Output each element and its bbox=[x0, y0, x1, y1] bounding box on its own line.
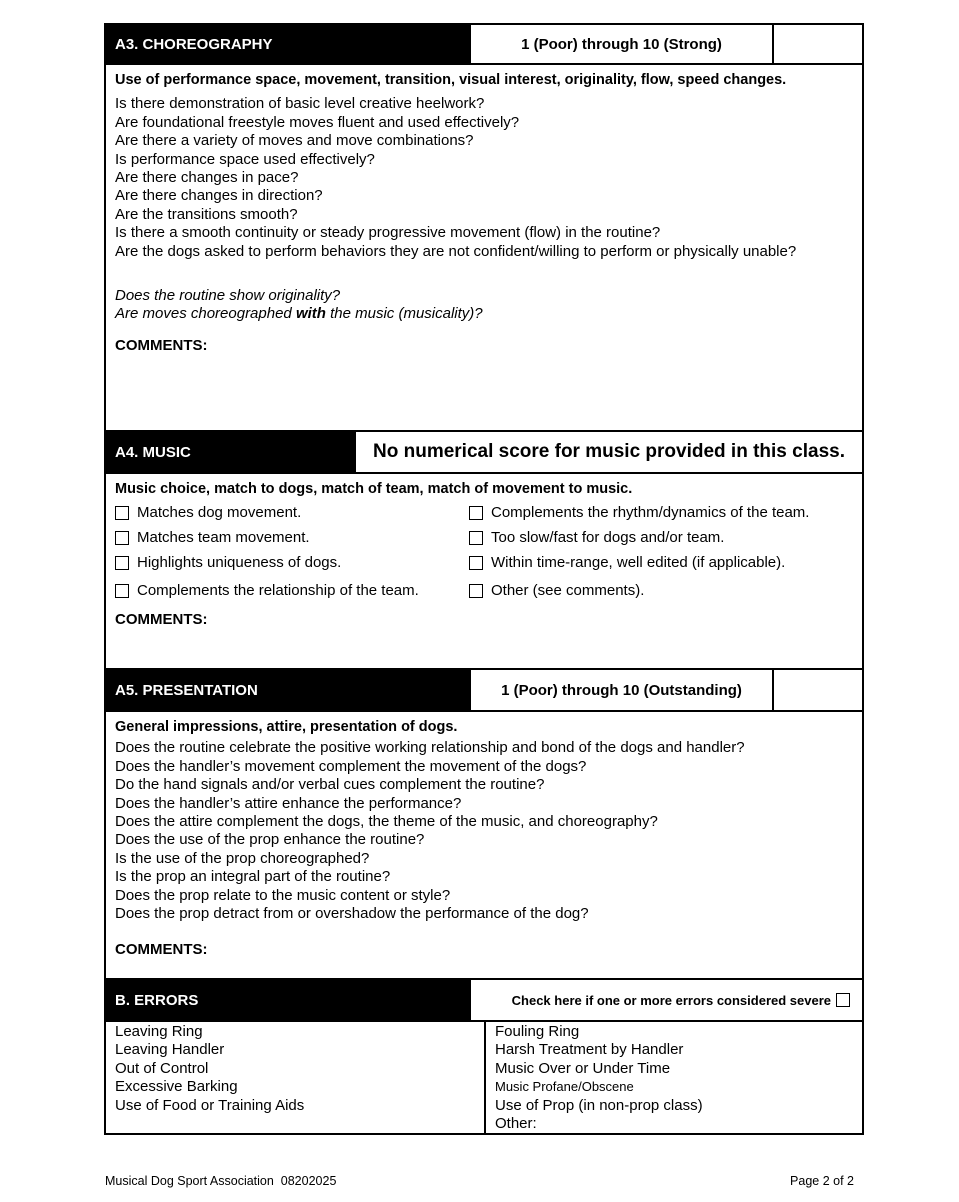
music-option-label: Complements the relationship of the team. bbox=[137, 581, 419, 599]
error-item: Use of Prop (in non-prop class) bbox=[495, 1096, 703, 1114]
checkbox[interactable] bbox=[836, 993, 850, 1007]
error-item: Leaving Ring bbox=[115, 1023, 203, 1040]
a3-musicality-pre: Are moves choreographed bbox=[115, 305, 296, 323]
checkbox[interactable] bbox=[115, 506, 129, 520]
a5-question: Does the prop detract from or overshadow the performance of the dog? bbox=[115, 905, 589, 923]
music-option[interactable] bbox=[115, 575, 469, 606]
errors-header bbox=[104, 980, 864, 1022]
a5-question: Does the prop relate to the music content or style? bbox=[115, 886, 451, 904]
a5-comments-label: COMMENTS: bbox=[115, 941, 208, 959]
a3-musicality-post: the music (musicality)? bbox=[325, 305, 483, 323]
a3-question: Are there changes in pace? bbox=[115, 169, 299, 187]
music-option-label: Highlights uniqueness of dogs. bbox=[137, 553, 342, 571]
checkbox[interactable] bbox=[115, 556, 129, 570]
checkbox[interactable] bbox=[469, 531, 483, 545]
a3-title: A3. CHOREOGRAPHY bbox=[106, 25, 469, 63]
judging-form bbox=[104, 23, 864, 1135]
a3-question: Is performance space used effectively? bbox=[115, 150, 375, 168]
a5-scale: 1 (Poor) through 10 (Outstanding) bbox=[469, 670, 772, 710]
a5-question: Does the handler’s movement complement the movement of the dogs? bbox=[115, 757, 587, 775]
a3-body bbox=[104, 65, 864, 432]
music-option[interactable] bbox=[115, 500, 469, 525]
a3-question: Are foundational freestyle moves fluent and used effectively? bbox=[115, 113, 520, 131]
a4-comments-label: COMMENTS: bbox=[115, 611, 208, 629]
a3-musicality-question bbox=[115, 305, 853, 323]
a5-question: Is the use of the prop choreographed? bbox=[115, 849, 370, 867]
a5-question: Is the prop an integral part of the routine? bbox=[115, 868, 391, 886]
a4-options bbox=[115, 500, 853, 606]
checkbox[interactable] bbox=[469, 556, 483, 570]
error-item: Other: bbox=[495, 1115, 537, 1133]
a3-question: Are the transitions smooth? bbox=[115, 205, 298, 223]
music-option[interactable] bbox=[469, 550, 849, 575]
error-item: Music Over or Under Time bbox=[495, 1059, 671, 1077]
a3-question-list bbox=[115, 95, 853, 261]
a5-title: A5. PRESENTATION bbox=[106, 670, 469, 710]
errors-title: B. ERRORS bbox=[106, 980, 469, 1020]
a5-question: Do the hand signals and/or verbal cues complement the routine? bbox=[115, 776, 545, 794]
a4-body bbox=[104, 474, 864, 670]
a3-question: Are there a variety of moves and move combinations? bbox=[115, 132, 474, 150]
music-option[interactable] bbox=[115, 525, 469, 550]
a5-header bbox=[104, 670, 864, 712]
a5-question: Does the attire complement the dogs, the theme of the music, and choreography? bbox=[115, 813, 658, 831]
error-item: Harsh Treatment by Handler bbox=[495, 1041, 684, 1059]
error-item: Out of Control bbox=[115, 1059, 209, 1077]
a3-originality-question: Does the routine show originality? bbox=[115, 287, 341, 305]
a5-question: Does the routine celebrate the positive working relationship and bond of the dogs and handler? bbox=[115, 739, 745, 757]
a4-note: No numerical score for music provided in this class. bbox=[354, 432, 862, 472]
music-option[interactable] bbox=[115, 550, 469, 575]
a3-question: Is there demonstration of basic level creative heelwork? bbox=[115, 95, 485, 113]
a3-musicality-bold: with bbox=[295, 305, 326, 323]
music-option[interactable] bbox=[469, 575, 849, 606]
checkbox[interactable] bbox=[469, 584, 483, 598]
a3-score-box[interactable] bbox=[772, 25, 862, 63]
music-option-label: Matches dog movement. bbox=[137, 503, 302, 521]
music-option-label: Too slow/fast for dogs and/or team. bbox=[491, 528, 725, 546]
error-item: Use of Food or Training Aids bbox=[115, 1096, 305, 1114]
a3-scale: 1 (Poor) through 10 (Strong) bbox=[469, 25, 772, 63]
a5-question: Does the use of the prop enhance the routine? bbox=[115, 831, 425, 849]
a3-question: Are the dogs asked to perform behaviors they are not confident/willing to perform or physically unable? bbox=[115, 242, 797, 260]
a3-question: Are there changes in direction? bbox=[115, 187, 323, 205]
severe-label: Check here if one or more errors considered severe bbox=[511, 992, 831, 1008]
a3-lead: Use of performance space, movement, transition, visual interest, originality, flow, speed changes. bbox=[115, 72, 787, 88]
a4-title: A4. MUSIC bbox=[106, 432, 354, 472]
errors-left-list bbox=[106, 1022, 484, 1133]
checkbox[interactable] bbox=[115, 584, 129, 598]
error-item: Leaving Handler bbox=[115, 1041, 225, 1059]
a5-body bbox=[104, 712, 864, 980]
a4-lead: Music choice, match to dogs, match of team, match of movement to music. bbox=[115, 481, 633, 497]
footer-org: Musical Dog Sport Association 08202025 bbox=[105, 1174, 337, 1188]
a5-question: Does the handler’s attire enhance the performance? bbox=[115, 794, 462, 812]
a3-header bbox=[104, 23, 864, 65]
severe-check[interactable] bbox=[469, 980, 862, 1020]
checkbox[interactable] bbox=[115, 531, 129, 545]
music-option[interactable] bbox=[469, 500, 849, 525]
a3-question: Is there a smooth continuity or steady progressive movement (flow) in the routine? bbox=[115, 224, 661, 242]
music-option-label: Other (see comments). bbox=[491, 581, 645, 599]
error-item: Music Profane/Obscene bbox=[495, 1079, 634, 1095]
music-option-label: Within time-range, well edited (if applicable). bbox=[491, 553, 786, 571]
errors-right-list bbox=[484, 1022, 862, 1133]
music-option-label: Complements the rhythm/dynamics of the team. bbox=[491, 503, 810, 521]
checkbox[interactable] bbox=[469, 506, 483, 520]
error-item: Excessive Barking bbox=[115, 1078, 238, 1096]
error-item: Fouling Ring bbox=[495, 1023, 580, 1040]
errors-body bbox=[104, 1022, 864, 1135]
music-option[interactable] bbox=[469, 525, 849, 550]
music-option-label: Matches team movement. bbox=[137, 528, 310, 546]
a5-question-list bbox=[115, 739, 853, 923]
footer-page-number: Page 2 of 2 bbox=[790, 1174, 854, 1188]
a3-comments-label: COMMENTS: bbox=[115, 336, 208, 354]
a5-lead: General impressions, attire, presentation of dogs. bbox=[115, 719, 458, 735]
a5-score-box[interactable] bbox=[772, 670, 862, 710]
a4-header bbox=[104, 432, 864, 474]
